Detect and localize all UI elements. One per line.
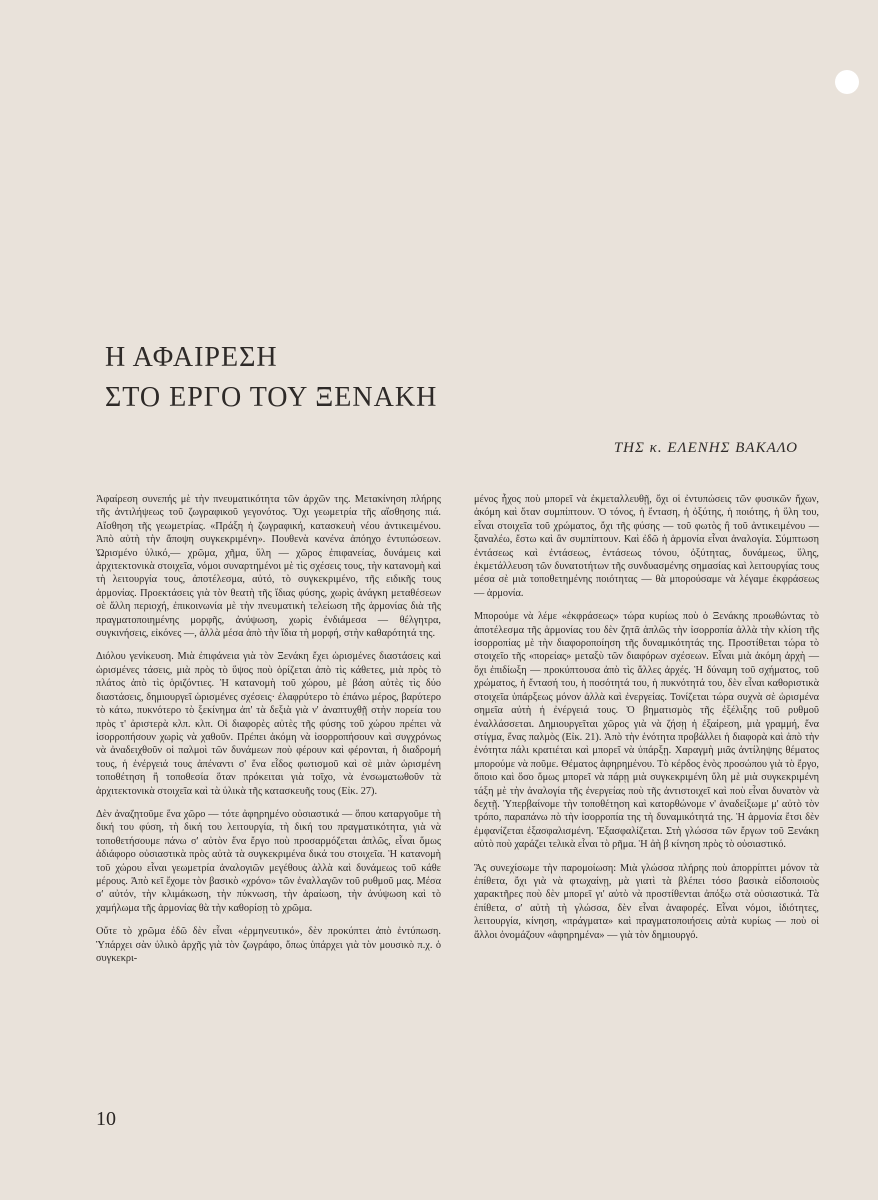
paragraph: Διόλου γενίκευση. Μιὰ ἐπιφάνεια γιὰ τὸν Ξενάκη ἔχει ὡρισμένες διαστάσεις καὶ ὡρισμένες τάσεις, μιὰ πρὸς τὸ ὕψος ποὺ ὁρίζεται ἀπὸ τὶς κάθετες, μιὰ πρὸς τὸ πλάτος ἀπὸ τὶς ὁριζόντιες. Ἡ κατανομὴ τοῦ χώρου, μὲ βάση αὐτὲς τὶς δύο διαστάσεις, δημιουργεῖ ὡρισμένες σχέσεις· ἐλαφρύτερο τὸ ἐπάνω μέρος, βαρύτερο τὸ κάτω, πυκνότερο τὸ ξεκίνημα ἀπ' τὰ δεξιὰ γιὰ ν' ἀναπτυχθῇ στὴν πορεία του πρὸς τ' ἀριστερὰ κλπ. κλπ. Οἱ διαφορὲς αὐτὲς τῆς φύσης τοῦ χώρου πρέπει νὰ ἰσορροπήσουν χωρὶς νὰ χαθοῦν. Πρέπει ἀκόμη νὰ ἰσορροπήσουν καὶ συγχρόνως νὰ ἀναδειχθοῦν οἱ παλμοὶ τῶν δυνάμεων ποὺ φέρουν καὶ φέρονται, ἡ διαδρομή τους, ἡ ἐνέργειά τους ἀπέναντι σ' ἕνα εἶδος φωτισμοῦ καὶ σὲ μιὰν ὡρισμένη τοποθέτηση ἢ τοποθεσία ὅταν πρόκειται γιὰ τοῖχο, νὰ ἐνσωματωθοῦν τὰ ἀρχιτεκτονικὰ στοιχεῖα καὶ τὰ ὑλικὰ τῆς κατασκευῆς τους (Εἰκ. 27). xyxy=(96,651,441,797)
paragraph: Δὲν ἀναζητοῦμε ἕνα χῶρο — τότε ἀφηρημένο οὐσιαστικά — ὅπου καταργοῦμε τὴ δική του φύση, τὴ δική του λειτουργία, τὴ δική του πραγματικότητα, γιὰ νὰ τοποθετήσουμε πάνω σ' αὐτὸν ἕνα ἔργο ποὺ προσαρμόζεται ἁπλῶς, εἶναι ὅμως ἀδιάφορο οὐσιαστικὰ πρὸς αὐτὰ τὰ συγκεκριμένα δικά του στοιχεῖα. Ἡ κατανομὴ τοῦ χώρου εἶναι γεωμετρία ἀναλογιῶν μεγέθους ἀλλὰ καὶ δυνάμεως τοῦ κάθε μέρους. Ἀπὸ κεῖ ἔχομε τὸν βασικὸ «χρόνο» τῶν ἐναλλαγῶν τοῦ ρυθμοῦ μας. Μέσα σ' αὐτόν, τὴν κλιμάκωση, τὴν πύκνωση, τὴν ἀραίωση, τὴν ἀνύψωση καὶ τὸ χαμήλωμα τῆς ἁρμονίας θὰ τὴν καθορίσῃ τὸ χρῶμα. xyxy=(96,808,441,914)
right-column xyxy=(474,493,819,952)
title-line-1: Η ΑΦΑΙΡΕΣΗ xyxy=(105,342,278,373)
paragraph: Οὔτε τὸ χρῶμα ἐδῶ δὲν εἶναι «ἑρμηνευτικό», δὲν προκύπτει ἀπὸ ἐντύπωση. Ὑπάρχει σὰν ὑλικὸ ἀρχῆς γιὰ τὸν ζωγράφο, ὅπως ὑπάρχει γιὰ τὸν μουσικὸ π.χ. ὁ συγκεκρι- xyxy=(96,926,441,964)
article-title xyxy=(105,338,437,418)
title-line-2: ΣΤΟ ΕΡΓΟ ΤΟΥ ΞΕΝΑΚΗ xyxy=(105,382,438,413)
paragraph: Μπορούμε νὰ λέμε «ἐκφράσεως» τώρα κυρίως ποὺ ὁ Ξενάκης προωθώντας τὸ ἀποτέλεσμα τῆς ἁρμονίας του δὲν ζητᾶ ἁπλῶς τὴν ἰσορροπία ἀλλὰ τὴν κλίση τῆς ἰσορροπίας μὲ τὴν διαφοροποίηση τῆς δυναμικότητάς της. Προστίθεται τώρα τὸ στοιχεῖο τῆς «πορείας» μεταξὺ τῶν διαφόρων σχέσεων. Εἶναι μιὰ ἀκόμη ἀρχὴ — ὄχι ἐπιδίωξη — προκύπτουσα ἀπὸ τὶς ἄλλες ἀρχές. Ἡ δύναμη τοῦ σχήματος, τοῦ χρώματος, ἡ ἔντασή του, ἡ ποσότητά του, ἡ πυκνότητά του, δὲν εἶναι καθοριστικὰ στοιχεῖα ὑπάρξεως μόνον ἀλλὰ καὶ ἐνεργείας. Τονίζεται τώρα συχνὰ σὲ ὡρισμένα σημεῖα αὐτὴ ἡ ἐνέργειά τους. Ὁ βηματισμὸς τῆς ἐξέλιξης τοῦ ρυθμοῦ ἐναλλάσσεται. Δημιουργεῖται χῶρος γιὰ νὰ ζήσῃ ἡ ἐξαίρεση, μιὰ γραμμή, ἕνα στίγμα, ἕνας παλμὸς (Εἰκ. 21). Ἀπὸ τὴν ἑνότητα προβάλλει ἡ διαφορὰ καὶ ἀπὸ τὴν ἑνότητα πάλι κρατιέται καὶ μπορεῖ νὰ ὑπάρξῃ. Χαραγμὴ μιᾶς ἀντίληψης θέματος μπορούμε νὰ ποῦμε. Θέματος ἀφηρημένου. Τὸ κέρδος ἑνὸς προσώπου γιὰ τὸ ἔργο, ὅποιο καὶ ὅσο ὅμως μπορεῖ νὰ πάρῃ μιὰ συγκεκριμένη ὕλη μὲ μιὰ συγκεκριμένη τάξη μὲ τὴν ἀναλογία τῆς ἐνεργείας ποὺ τῆς ἀντιστοιχεῖ καὶ ποὺ εἶναι δυνατὸν νὰ δεχτῇ. Ὑπερβαίνομε τὴν τοποθέτηση καὶ κατορθώνομε ν' ἀναδείξωμε μ' αὐτὸ τὸν τρόπο, παραπάνω πὸ τὴν ἰσορροπία της τὴ δυναμικότητά της. Ἡ ἁρμονία ἔτσι δὲν ἐμφανίζεται ἐξασφαλισμένη. Ἐξασφαλίζεται. Στὴ γλώσσα τῶν ἔργων τοῦ Ξενάκη αὐτὸ ποὺ χαράζει τελικὰ εἶναι τὸ ρῆμα. Ἡ ἀὴ β κίνηση πρὸς τὸ οὐσιαστικό. xyxy=(474,611,819,851)
paragraph: μένος ἦχος ποὺ μπορεῖ νὰ ἐκμεταλλευθῇ, ὄχι οἱ ἐντυπώσεις τῶν φυσικῶν ἤχων, ἀκόμη καὶ ὅταν συμπίπτουν. Ὁ τόνος, ἡ ἔνταση, ἡ ὀξύτης, ἡ ποιότης, ἡ ὕλη του, εἶναι στοιχεῖα τοῦ χρώματος, ὄχι τῆς φύσης — τοῦ φωτὸς ἢ τοῦ ἀντικειμένου — ξαναλέω, ἔστω καὶ ἂν συμπίπτουν. Καὶ ἐδῶ ἡ ἁρμονία εἶναι ἀναλογία. Σύμπτωση ἐντάσεως καὶ ἐντάσεως, ἐντάσεως τόνου, ὀξύτητας, δυνάμεως, ὕλης, ἐκμετάλλευση τῶν δυνατοτήτων τῆς συνδυασμένης σημασίας καὶ λειτουργίας τους μέσα σὲ μιὰ τοποθετημένης ποιότητας — θὰ μπορούσαμε νὰ λέγαμε ἐκφράσεως — ἁρμονία. xyxy=(474,494,819,599)
page-number: 10 xyxy=(96,1108,116,1130)
paragraph: Ἀφαίρεση συνεπής μὲ τὴν πνευματικότητα τῶν ἀρχῶν της. Μετακίνηση πλήρης τῆς ἀντιλήψεως τοῦ ζωγραφικοῦ γεγονότος. Ὄχι γεωμετρία τῆς αἴσθησης πιά. Αἴσθηση τῆς γεωμετρίας. «Πράξη ἡ ζωγραφική, κατασκευὴ νέου ἀντικειμένου. Ἀπὸ αὐτὴ τὴν ἄποψη συγκεκριμένη». Πουθενὰ κανένα ἀπόηχο ἐντυπώσεων. Ὡρισμένο ὑλικό,— χρῶμα, χῆμα, ὕλη — χῶρος ἐπιφανείας, δυνάμεις καὶ ἀρχιτεκτονικὰ στοιχεῖα, νόμοι συναρτημένοι μὲ τὶς σχέσεις τους, τὴν κατανομὴ καὶ τὴ λειτουργία τους, ἀποτέλεσμα, αὐτό, τὸ συγκεκριμένο, τῆς ειδικῆς τους ἁρμονίας. Προεκτάσεις γιὰ τὸν θεατὴ τῆς ἴδιας φύσης, χωρὶς ἀνάγκη μεταθέσεων σὲ ἄλλη περιοχή, ἐπικοινωνία μὲ τὴν πνευματικὴ τελείωση τῆς ἁρμονίας διὰ τῆς πραγματοποιημένης μορφῆς, ἀνύψωση, χωρὶς ἐνδιάμεσα — θέλγητρα, συγκινήσεις, εἰκόνες —, ἀλλὰ μέσα ἀπὸ τὴν ἴδια τὴ μορφή, στὴν καθαρότητά της. xyxy=(96,494,441,640)
left-column xyxy=(96,493,441,975)
author-byline: ΤΗΣ κ. ΕΛΕΝΗΣ ΒΑΚΑΛΟ xyxy=(613,440,798,456)
punch-hole xyxy=(835,70,859,94)
paragraph: Ἂς συνεχίσωμε τὴν παρομοίωση: Μιὰ γλώσσα πλήρης ποὺ ἀπορρίπτει μόνον τὰ ἐπίθετα, ὄχι γιὰ νὰ φτωχαίνῃ, μὰ γιατὶ τὰ βλέπει τόσο βασικὰ εἰδοποιοὺς χαρακτῆρες ποὺ δὲν μπορεῖ γι' αὐτὸ νὰ προστίθενται ἀπόξω στὰ οὐσιαστικά. Τὰ ἐπίθετα, σ' αὐτὴ τὴ γλώσσα, δὲν εἶναι ἀναφορές. Εἶναι νόμοι, ἰδιότητες, λειτουργία, κίνηση, «πράγματα» καὶ πραγματοποιήσεις αὐτὰ κυρίως — ποὺ οἱ ἄλλοι ὀνομάζουν «ἀφηρημένα» — γιὰ τὸν δημιουργό. xyxy=(474,862,819,941)
